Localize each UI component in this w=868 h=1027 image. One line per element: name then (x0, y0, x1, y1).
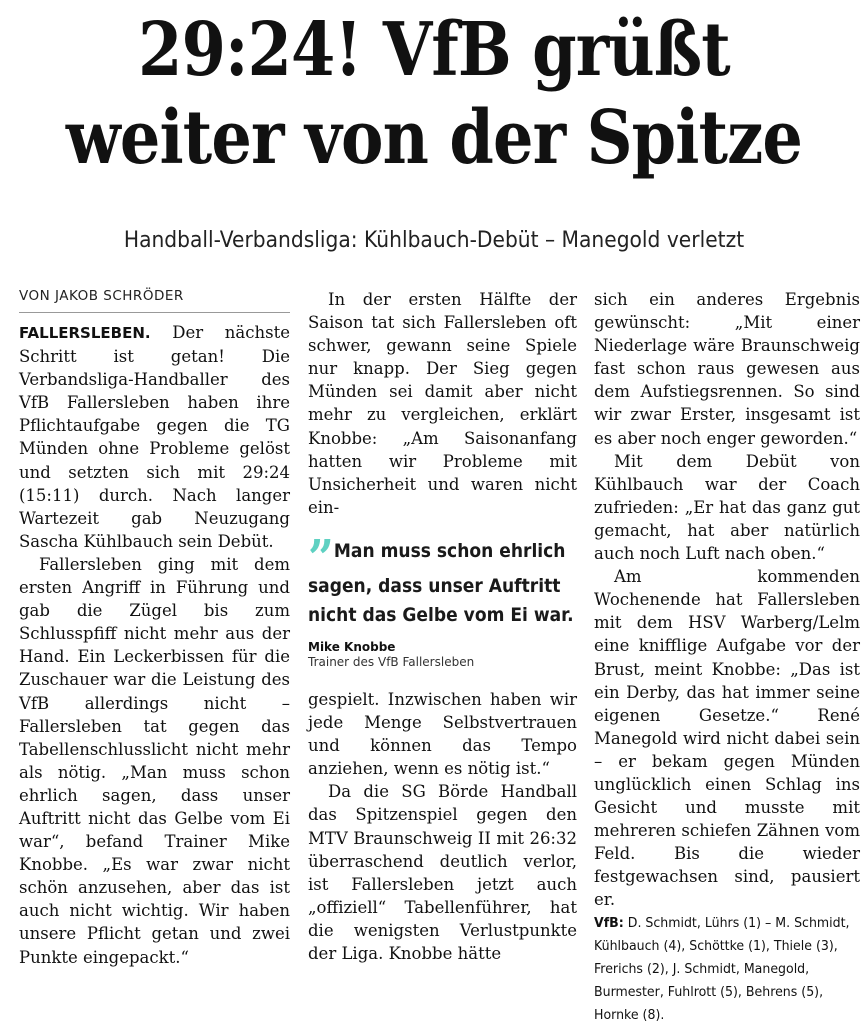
paragraph: sich ein anderes Ergebnis gewünscht: „Mit einer Niederlage wäre Braunschweig fast schon raus gewesen aus dem Aufstiegsrennen. So sind wir zwar Erster, insgesamt ist es aber noch enger geworden.“ (594, 290, 860, 448)
paragraph: In der ersten Hälfte der Saison tat sich Fallersleben oft schwer, gewann seine Spiele nur knapp. Der Sieg gegen Münden sei damit aber nicht mehr zu vergleichen, erklärt Knobbe: „Am Saisonanfang hatten wir Probleme mit Unsicherheit und waren nicht ein- (308, 290, 577, 517)
headline-line-1: 29:24! VfB grüßt (138, 7, 730, 93)
headline (61, 6, 807, 182)
paragraph-text: Der nächste Schritt ist getan! Die Verbandsliga-Handballer des VfB Fallersleben haben ihre Pflichtaufgabe gegen die TG Münden ohne Probleme gelöst und setzten sich mit 29:24 (15:11) durch. Nach langer Wartezeit gab Neuzugang Sascha Kühlbauch sein Debüt. (19, 323, 290, 551)
paragraph: gespielt. Inzwischen haben wir jede Menge Selbstvertrauen und können das Tempo anziehen, wenn es nötig ist.“ (308, 689, 577, 779)
paragraph: Fallersleben ging mit dem ersten Angriff in Führung und gab die Zügel bis zum Schlusspfiff nicht mehr aus der Hand. Ein Leckerbissen für die Zuschauer war die Leistung des VfB allerdings nicht – Fallersleben tat gegen das Tabellenschlusslicht nicht mehr als nötig. „Man muss schon ehrlich sagen, dass unser Auftritt nicht das Gelbe vom Ei war“, befand Trainer Mike Knobbe. „Es war zwar nicht schön anzusehen, aber das ist auch nicht wichtig. Wir haben unsere Pflicht getan und zwei Punkte eingepackt.“ (19, 554, 290, 967)
dateline: FALLERSLEBEN. (19, 324, 151, 342)
paragraph: Da die SG Börde Handball das Spitzenspiel gegen den MTV Braunschweig II mit 26:32 überraschend deutlich verlor, ist Fallersleben jetzt auch „offiziell“ Tabellenführer, hat die wenigsten Verlustpunkte der Liga. Knobbe hätte (308, 782, 577, 963)
headline-line-2: weiter von der Spitze (65, 95, 803, 181)
pull-quote-text-block (308, 527, 574, 630)
quote-mark-icon: ” (308, 527, 329, 587)
article-column-1 (19, 286, 290, 969)
pull-quote (308, 527, 577, 670)
article-column-3 (594, 288, 860, 1027)
pull-quote-role: Trainer des VfB Fallersleben (308, 654, 475, 669)
lineup-label: VfB: (594, 914, 624, 931)
byline: VON JAKOB SCHRÖDER (19, 286, 290, 313)
pull-quote-text: Man muss schon ehrlich sagen, dass unser Auftritt nicht das Gelbe vom Ei war. (308, 539, 574, 626)
subheadline: Handball-Verbandsliga: Kühlbauch-Debüt – Manegold verletzt (123, 228, 745, 253)
lineup-text: D. Schmidt, Lührs (1) – M. Schmidt, Kühlbauch (4), Schöttke (1), Thiele (3), Frerichs (2), J. Schmidt, Manegold, Burmester, Fuhlrott (5), Behrens (5), Hornke (8). (594, 914, 850, 1023)
paragraph (19, 321, 290, 553)
paragraph: Am kommenden Wochenende hat Fallersleben mit dem HSV Warberg/Lelm eine knifflige Aufgabe vor der Brust, meint Knobbe: „Das ist ein Derby, das hat immer seine eigenen Gesetze.“ René Manegold wird nicht dabei sein – er bekam gegen Münden unglücklich einen Schlag ins Gesicht und musste mit mehreren schiefen Zähnen vom Feld. Bis die wieder festgewachsen sind, pausiert er. (594, 567, 860, 910)
pull-quote-author: Mike Knobbe (308, 639, 396, 654)
article-column-2 (308, 288, 577, 965)
team-lineup (594, 912, 860, 1027)
paragraph: Mit dem Debüt von Kühlbauch war der Coach zufrieden: „Er hat das ganz gut gemacht, hat aber natürlich auch noch Luft nach oben.“ (594, 451, 860, 564)
